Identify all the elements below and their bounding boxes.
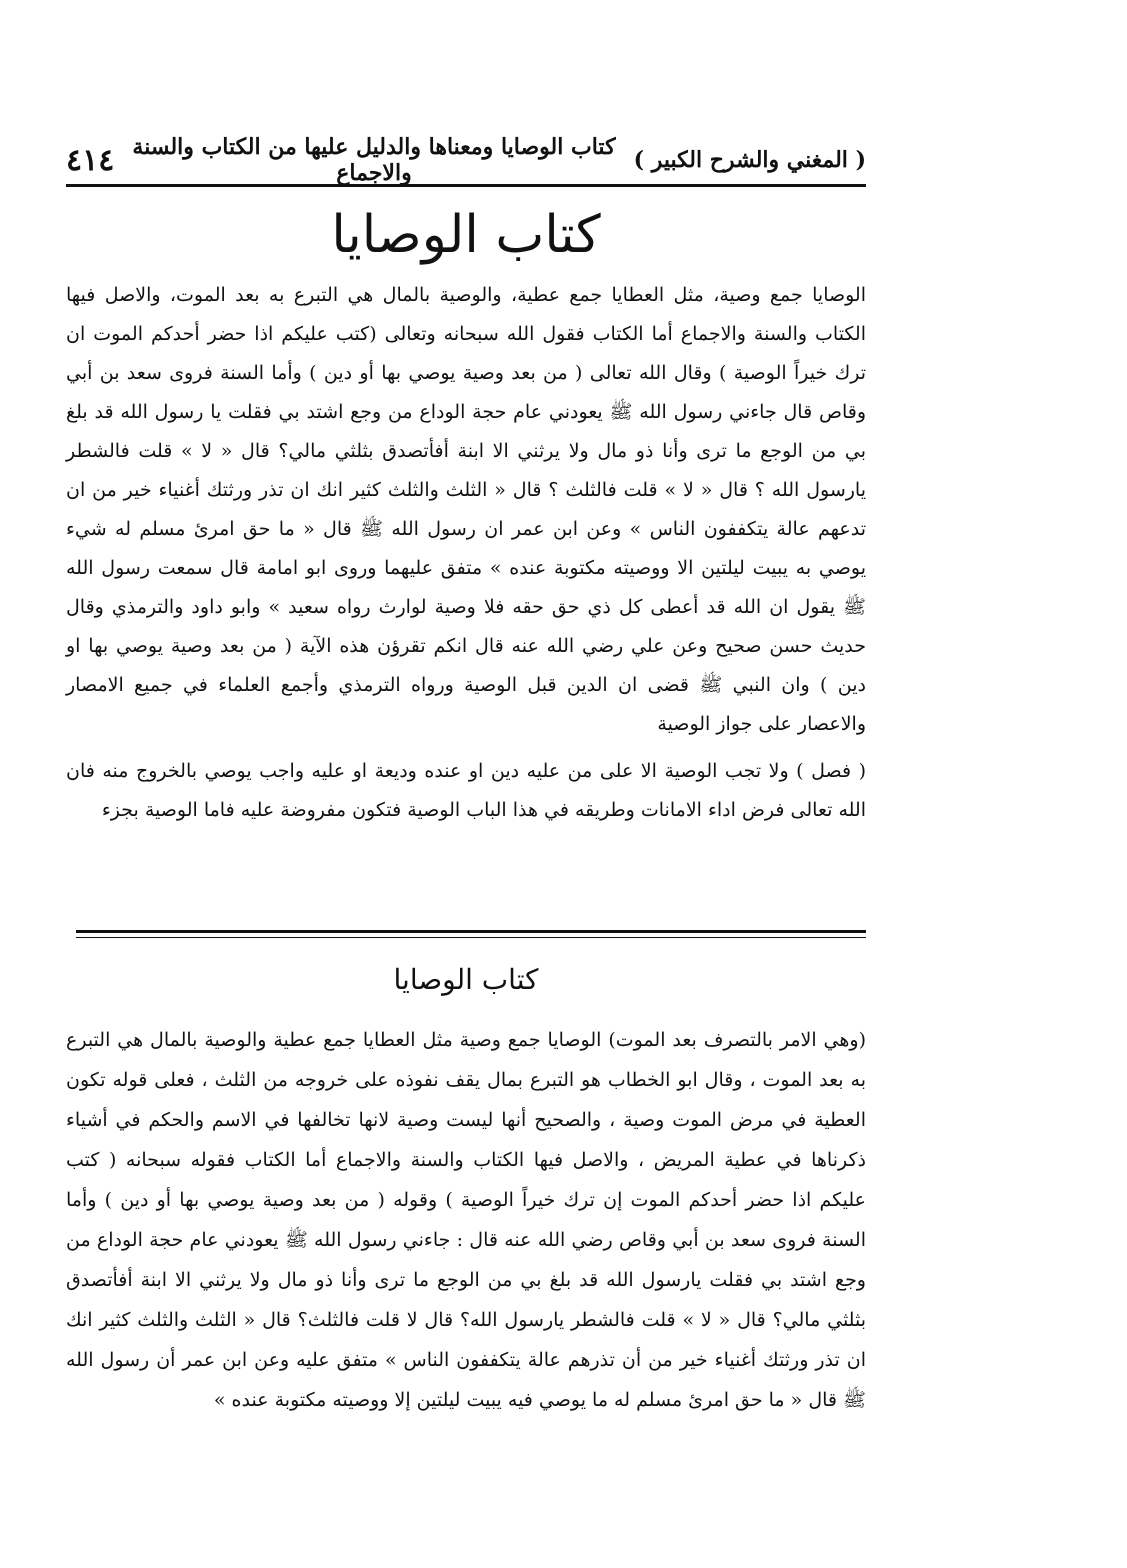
running-title: كتاب الوصايا ومعناها والدليل عليها من الكتاب والسنة والاجماع: [132, 134, 616, 186]
lower-text-block: [66, 1020, 866, 1420]
header-rule: [66, 184, 866, 187]
section-divider: [76, 930, 866, 933]
page-header: [66, 134, 866, 186]
upper-paragraph-fasl: ( فصل ) ولا تجب الوصية الا على من عليه دين او عنده وديعة او عليه واجب يوصي بالخروج منه فان الله تعالى فرض اداء الامانات وطريقه في هذا الباب الوصية فتكون مفروضة عليه فاما الوصية بجزء: [66, 760, 866, 821]
commentary-title: كتاب الوصايا: [393, 963, 539, 996]
page-number: ٤١٤: [66, 142, 115, 178]
section-divider-thin: [76, 937, 866, 938]
upper-paragraph: الوصايا جمع وصية، مثل العطايا جمع عطية، والوصية بالمال هي التبرع به بعد الموت، والاصل فيها الكتاب والسنة والاجماع أما الكتاب فقول الله سبحانه وتعالى (كتب عليكم اذا حضر أحدكم الموت ان ترك خيراً الوصية ) وقال الله تعالى ( من بعد وصية يوصي بها أو دين ) وأما السنة فروى سعد بن أبي وقاص قال جاءني رسول الله ﷺ يعودني عام حجة الوداع من وجع اشتد بي فقلت يا رسول الله قد بلغ بي من الوجع ما ترى وأنا ذو مال ولا يرثني الا ابنة أفأتصدق بثلثي مالي؟ قال « لا » قلت فالشطر يارسول الله ؟ قال « لا » قلت فالثلث ؟ قال « الثلث والثلث كثير انك ان تذر ورثتك أغنياء خير من ان تدعهم عالة يتكففون الناس » وعن ابن عمر ان رسول الله ﷺ قال « ما حق امرئ مسلم له شيء يوصي به يبيت ليلتين الا ووصيته مكتوبة عنده » متفق عليهما وروى ابو امامة قال سمعت رسول الله ﷺ يقول ان الله قد أعطى كل ذي حق حقه فلا وصية لوارث رواه سعيد » وابو داود والترمذي وقال حديث حسن صحيح وعن علي رضي الله عنه قال انكم تقرؤن هذه الآية ( من بعد وصية يوصي بها او دين ) وان النبي ﷺ قضى ان الدين قبل الوصية ورواه الترمذي وأجمع العلماء في جميع الامصار والاعصار على جواز الوصية: [66, 284, 866, 735]
upper-text-block: [66, 276, 866, 830]
book-title: ( المغني والشرح الكبير ): [633, 147, 866, 173]
main-title: كتاب الوصايا: [331, 205, 601, 265]
lower-paragraph: (وهي الامر بالتصرف بعد الموت) الوصايا جمع وصية مثل العطايا جمع عطية والوصية بالمال هي التبرع به بعد الموت ، وقال ابو الخطاب هو التبرع بمال يقف نفوذه على خروجه من الثلث ، فعلى قوله تكون العطية في مرض الموت وصية ، والصحيح أنها ليست وصية لانها تخالفها في الاسم والحكم في أشياء ذكرناها في عطية المريض ، والاصل فيها الكتاب والسنة والاجماع أما الكتاب فقوله سبحانه ( كتب عليكم اذا حضر أحدكم الموت إن ترك خيراً الوصية ) وقوله ( من بعد وصية يوصي بها أو دين ) وأما السنة فروى سعد بن أبي وقاص رضي الله عنه قال : جاءني رسول الله ﷺ يعودني عام حجة الوداع من وجع اشتد بي فقلت يارسول الله قد بلغ بي من الوجع ما ترى وأنا ذو مال ولا يرثني الا ابنة أفأتصدق بثلثي مالي؟ قال « لا » قلت فالشطر يارسول الله؟ قال لا قلت فالثلث؟ قال « الثلث والثلث كثير انك ان تذر ورثتك أغنياء خير من أن تذرهم عالة يتكففون الناس » متفق عليه وعن ابن عمر أن رسول الله ﷺ قال « ما حق امرئ مسلم له ما يوصي فيه يبيت ليلتين إلا ووصيته مكتوبة عنده »: [66, 1029, 866, 1411]
